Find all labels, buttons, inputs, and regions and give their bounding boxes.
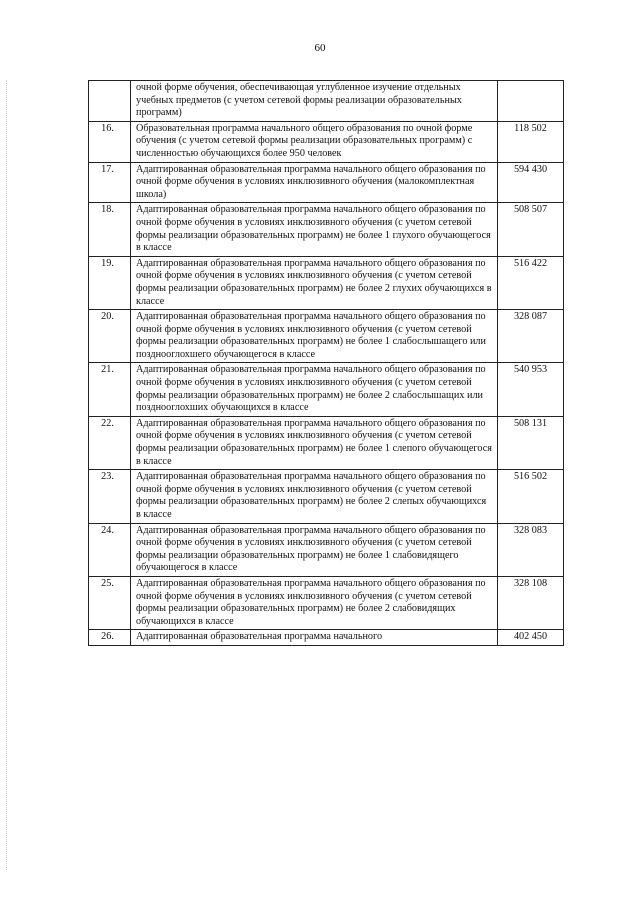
table-row	[89, 416, 564, 469]
cost-value: 328 083	[498, 523, 564, 576]
table-row	[89, 630, 564, 646]
row-number: 25.	[89, 576, 131, 629]
table-row	[89, 523, 564, 576]
program-description: очной форме обучения, обеспечивающая углубленное изучение отдельных учебных предметов (с учетом сетевой формы реализации образовательных программ)	[131, 81, 498, 122]
table-row	[89, 162, 564, 203]
program-description: Адаптированная образовательная программа начального общего образования по очной форме обучения в условиях инклюзивного обучения (с учетом сетевой формы реализации образовательных программ) не более 1 слабослышащего или позднооглохшего обучающегося в классе	[131, 310, 498, 363]
page-number: 60	[314, 42, 326, 54]
row-number: 20.	[89, 310, 131, 363]
table-row	[89, 203, 564, 256]
row-number: 22.	[89, 416, 131, 469]
cost-value: 540 953	[498, 363, 564, 416]
table-row	[89, 256, 564, 309]
cost-value: 508 131	[498, 416, 564, 469]
cost-value: 328 108	[498, 576, 564, 629]
table-row	[89, 81, 564, 122]
table-row	[89, 576, 564, 629]
program-description: Адаптированная образовательная программа начального общего образования по очной форме обучения в условиях инклюзивного обучения (малокомплектная школа)	[131, 162, 498, 203]
tariff-table	[88, 80, 564, 646]
program-description: Образовательная программа начального общего образования по очной форме обучения (с учетом сетевой формы реализации образовательных программ) с численностью обучающихся более 950 человек	[131, 121, 498, 162]
row-number: 24.	[89, 523, 131, 576]
row-number: 26.	[89, 630, 131, 646]
program-description: Адаптированная образовательная программа начального общего образования по очной форме обучения в условиях инклюзивного обучения (с учетом сетевой формы реализации образовательных программ) не более 2 слабослышащих или позднооглохших обучающихся в классе	[131, 363, 498, 416]
program-description: Адаптированная образовательная программа начального общего образования по очной форме обучения в условиях инклюзивного обучения (с учетом сетевой формы реализации образовательных программ) не более 1 слепого обучающегося в классе	[131, 416, 498, 469]
row-number: 19.	[89, 256, 131, 309]
cost-value: 402 450	[498, 630, 564, 646]
row-number: 17.	[89, 162, 131, 203]
row-number: 16.	[89, 121, 131, 162]
cost-value: 516 502	[498, 470, 564, 523]
program-description: Адаптированная образовательная программа начального общего образования по очной форме обучения в условиях инклюзивного обучения (с учетом сетевой формы реализации образовательных программ) не более 1 слабовидящего обучающегося в классе	[131, 523, 498, 576]
program-description: Адаптированная образовательная программа начального общего образования по очной форме обучения в условиях инклюзивного обучения (с учетом сетевой формы реализации образовательных программ) не более 2 глухих обучающихся в классе	[131, 256, 498, 309]
row-number: 21.	[89, 363, 131, 416]
cost-value: 508 507	[498, 203, 564, 256]
program-description: Адаптированная образовательная программа начального общего образования по очной форме обучения в условиях инклюзивного обучения (с учетом сетевой формы реализации образовательных программ) не более 2 слабовидящих обучающихся в классе	[131, 576, 498, 629]
cost-value	[498, 81, 564, 122]
table-row	[89, 310, 564, 363]
cost-value: 328 087	[498, 310, 564, 363]
program-description: Адаптированная образовательная программа начального общего образования по очной форме обучения в условиях инклюзивного обучения (с учетом сетевой формы реализации образовательных программ) не более 1 глухого обучающегося в классе	[131, 203, 498, 256]
cost-value: 594 430	[498, 162, 564, 203]
cost-value: 516 422	[498, 256, 564, 309]
table-row	[89, 470, 564, 523]
row-number	[89, 81, 131, 122]
scan-edge-artifact	[6, 80, 7, 870]
table-body	[89, 81, 564, 646]
row-number: 23.	[89, 470, 131, 523]
program-description: Адаптированная образовательная программа начального общего образования по очной форме обучения в условиях инклюзивного обучения (с учетом сетевой формы реализации образовательных программ) не более 2 слепых обучающихся в классе	[131, 470, 498, 523]
cost-value: 118 502	[498, 121, 564, 162]
program-description: Адаптированная образовательная программа начального	[131, 630, 498, 646]
table-row	[89, 121, 564, 162]
table-row	[89, 363, 564, 416]
row-number: 18.	[89, 203, 131, 256]
